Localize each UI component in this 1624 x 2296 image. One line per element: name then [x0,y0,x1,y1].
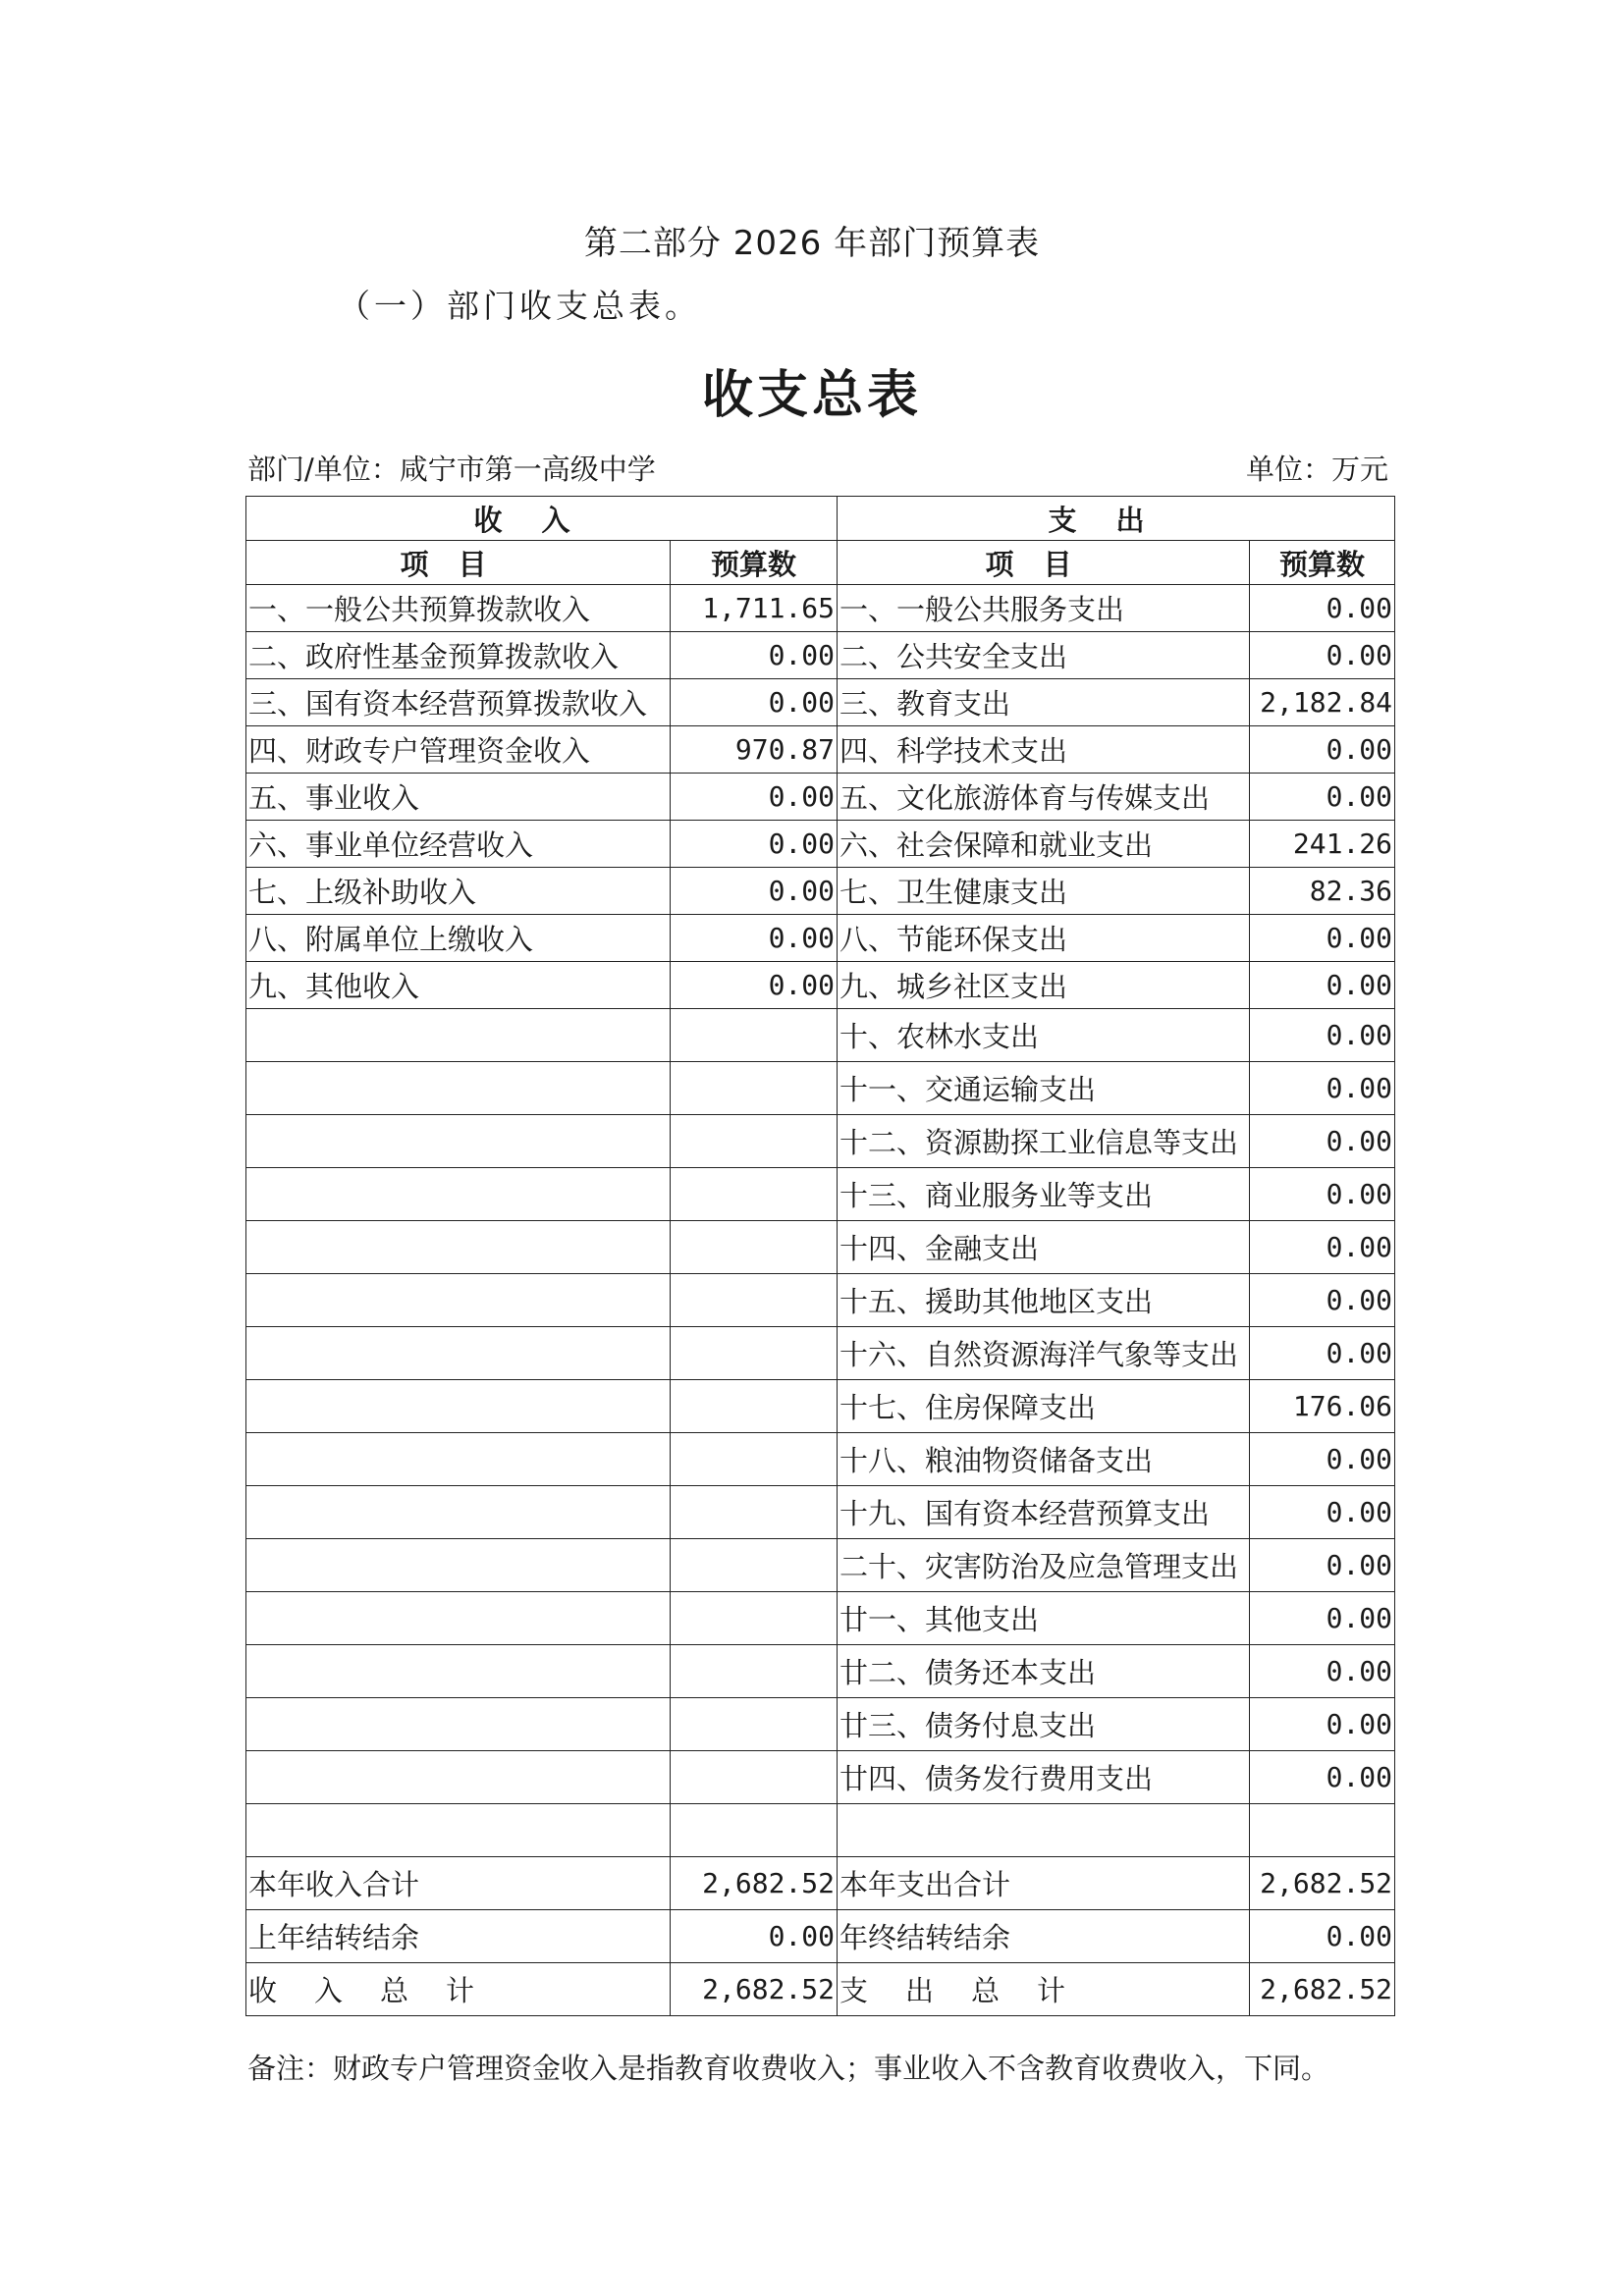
expense-value-cell: 2,182.84 [1250,679,1395,726]
table-row [246,1062,1395,1115]
income-item-cell [246,1804,671,1857]
income-value-cell [671,1327,838,1380]
part-title: 第二部分 2026 年部门预算表 [583,224,1041,263]
table-row [246,1327,1395,1380]
income-item-cell: 三、国有资本经营预算拨款收入 [246,679,671,726]
income-value-cell [671,1645,838,1698]
income-item-cell: 一、一般公共预算拨款收入 [246,585,671,632]
income-item-header: 项目 [246,541,671,585]
expense-total-value: 2,682.52 [1250,1963,1395,2016]
column-header-row [246,541,1395,585]
expense-item-cell: 六、社会保障和就业支出 [838,821,1250,868]
expense-item-cell: 年终结转结余 [838,1910,1250,1963]
income-item-cell [246,1751,671,1804]
income-item-cell: 五、事业收入 [246,774,671,821]
expense-value-cell: 0.00 [1250,1009,1395,1062]
expense-item-cell: 廿二、债务还本支出 [838,1645,1250,1698]
income-value-cell [671,1486,838,1539]
income-item-cell: 七、上级补助收入 [246,868,671,915]
income-item-cell [246,1062,671,1115]
income-item-cell: 二、政府性基金预算拨款收入 [246,632,671,679]
income-item-cell [246,1592,671,1645]
table-row [246,1221,1395,1274]
expense-value-cell: 2,682.52 [1250,1857,1395,1910]
table-row [246,774,1395,821]
income-value-cell [671,1221,838,1274]
expense-value-cell: 0.00 [1250,1168,1395,1221]
expense-total-label: 支出总计 [838,1963,1250,2016]
income-item-cell [246,1327,671,1380]
expense-item-cell [838,1804,1250,1857]
table-row [246,1592,1395,1645]
expense-value-cell: 0.00 [1250,1698,1395,1751]
expense-value-cell: 0.00 [1250,726,1395,774]
table-row [246,1433,1395,1486]
income-value-cell: 0.00 [671,1910,838,1963]
income-item-cell [246,1009,671,1062]
expense-value-cell: 0.00 [1250,1645,1395,1698]
income-total-label: 收入总计 [246,1963,671,2016]
table-row [246,679,1395,726]
income-group-header: 收入 [246,497,838,541]
expense-item-cell: 十八、粮油物资储备支出 [838,1433,1250,1486]
expense-value-cell: 0.00 [1250,1486,1395,1539]
expense-budget-header: 预算数 [1250,541,1395,585]
expense-value-cell: 0.00 [1250,1062,1395,1115]
department-label: 部门/单位：咸宁市第一高级中学 [247,453,656,486]
table-row [246,726,1395,774]
expense-item-cell: 三、教育支出 [838,679,1250,726]
income-value-cell [671,1168,838,1221]
expense-item-cell: 十五、援助其他地区支出 [838,1274,1250,1327]
income-value-cell: 0.00 [671,821,838,868]
income-value-cell: 0.00 [671,774,838,821]
income-item-cell [246,1645,671,1698]
income-value-cell [671,1592,838,1645]
income-item-cell [246,1221,671,1274]
income-total-value: 2,682.52 [671,1963,838,2016]
table-row [246,868,1395,915]
expense-value-cell: 0.00 [1250,1592,1395,1645]
expense-item-cell: 二十、灾害防治及应急管理支出 [838,1539,1250,1592]
expense-item-cell: 九、城乡社区支出 [838,962,1250,1009]
income-value-cell: 0.00 [671,915,838,962]
income-item-cell: 上年结转结余 [246,1910,671,1963]
expense-value-cell: 0.00 [1250,1751,1395,1804]
expense-item-cell: 八、节能环保支出 [838,915,1250,962]
footnote: 备注：财政专户管理资金收入是指教育收费收入；事业收入不含教育收费收入，下同。 [247,2052,1330,2085]
expense-item-cell: 十七、住房保障支出 [838,1380,1250,1433]
table-row [246,632,1395,679]
income-item-cell [246,1274,671,1327]
income-value-cell: 2,682.52 [671,1857,838,1910]
income-value-cell [671,1009,838,1062]
expense-value-cell: 0.00 [1250,1433,1395,1486]
table-row [246,1804,1395,1857]
expense-item-cell: 一、一般公共服务支出 [838,585,1250,632]
income-value-cell: 970.87 [671,726,838,774]
unit-label: 单位：万元 [1245,453,1388,486]
group-header-row [246,497,1395,541]
table-row [246,1698,1395,1751]
income-value-cell [671,1539,838,1592]
income-item-cell: 八、附属单位上缴收入 [246,915,671,962]
expense-item-cell: 十四、金融支出 [838,1221,1250,1274]
expense-item-cell: 二、公共安全支出 [838,632,1250,679]
income-value-cell [671,1751,838,1804]
income-item-cell [246,1115,671,1168]
expense-value-cell: 0.00 [1250,1327,1395,1380]
table-row [246,1645,1395,1698]
income-item-cell: 九、其他收入 [246,962,671,1009]
expense-value-cell [1250,1804,1395,1857]
expense-value-cell: 0.00 [1250,1221,1395,1274]
expense-item-cell: 十六、自然资源海洋气象等支出 [838,1327,1250,1380]
table-row [246,1539,1395,1592]
budget-summary-table [245,496,1395,2016]
expense-item-cell: 廿一、其他支出 [838,1592,1250,1645]
income-value-cell: 0.00 [671,868,838,915]
expense-group-header: 支出 [838,497,1395,541]
income-item-cell [246,1168,671,1221]
expense-item-cell: 十一、交通运输支出 [838,1062,1250,1115]
expense-item-cell: 十九、国有资本经营预算支出 [838,1486,1250,1539]
table-row [246,1009,1395,1062]
sub-title: （一）部门收支总表。 [338,287,701,325]
income-value-cell [671,1115,838,1168]
expense-item-cell: 十、农林水支出 [838,1009,1250,1062]
expense-value-cell: 0.00 [1250,1274,1395,1327]
income-value-cell [671,1804,838,1857]
table-title: 收支总表 [701,366,922,425]
income-value-cell: 0.00 [671,962,838,1009]
expense-value-cell: 0.00 [1250,915,1395,962]
income-value-cell [671,1274,838,1327]
table-row [246,1751,1395,1804]
expense-value-cell: 0.00 [1250,962,1395,1009]
income-value-cell: 0.00 [671,679,838,726]
table-row [246,585,1395,632]
expense-value-cell: 0.00 [1250,585,1395,632]
income-value-cell [671,1380,838,1433]
grand-total-row [246,1963,1395,2016]
expense-value-cell: 0.00 [1250,1910,1395,1963]
table-row [246,915,1395,962]
table-row [246,1857,1395,1910]
expense-value-cell: 0.00 [1250,1115,1395,1168]
expense-value-cell: 0.00 [1250,774,1395,821]
expense-value-cell: 176.06 [1250,1380,1395,1433]
expense-value-cell: 241.26 [1250,821,1395,868]
income-item-cell [246,1539,671,1592]
expense-item-cell: 十二、资源勘探工业信息等支出 [838,1115,1250,1168]
expense-value-cell: 0.00 [1250,1539,1395,1592]
expense-item-header: 项目 [838,541,1250,585]
table-row [246,1380,1395,1433]
income-item-cell: 本年收入合计 [246,1857,671,1910]
income-budget-header: 预算数 [671,541,838,585]
income-item-cell [246,1380,671,1433]
income-item-cell [246,1486,671,1539]
table-row [246,821,1395,868]
income-value-cell [671,1062,838,1115]
income-item-cell [246,1433,671,1486]
income-item-cell: 四、财政专户管理资金收入 [246,726,671,774]
expense-item-cell: 廿三、债务付息支出 [838,1698,1250,1751]
table-row [246,1115,1395,1168]
table-row [246,1910,1395,1963]
expense-item-cell: 十三、商业服务业等支出 [838,1168,1250,1221]
expense-item-cell: 廿四、债务发行费用支出 [838,1751,1250,1804]
income-item-cell: 六、事业单位经营收入 [246,821,671,868]
expense-value-cell: 0.00 [1250,632,1395,679]
table-row [246,1168,1395,1221]
expense-item-cell: 七、卫生健康支出 [838,868,1250,915]
expense-item-cell: 本年支出合计 [838,1857,1250,1910]
income-value-cell [671,1433,838,1486]
table-row [246,1274,1395,1327]
income-item-cell [246,1698,671,1751]
table-row [246,962,1395,1009]
expense-item-cell: 四、科学技术支出 [838,726,1250,774]
table-row [246,1486,1395,1539]
income-value-cell: 1,711.65 [671,585,838,632]
income-value-cell [671,1698,838,1751]
expense-item-cell: 五、文化旅游体育与传媒支出 [838,774,1250,821]
income-value-cell: 0.00 [671,632,838,679]
expense-value-cell: 82.36 [1250,868,1395,915]
